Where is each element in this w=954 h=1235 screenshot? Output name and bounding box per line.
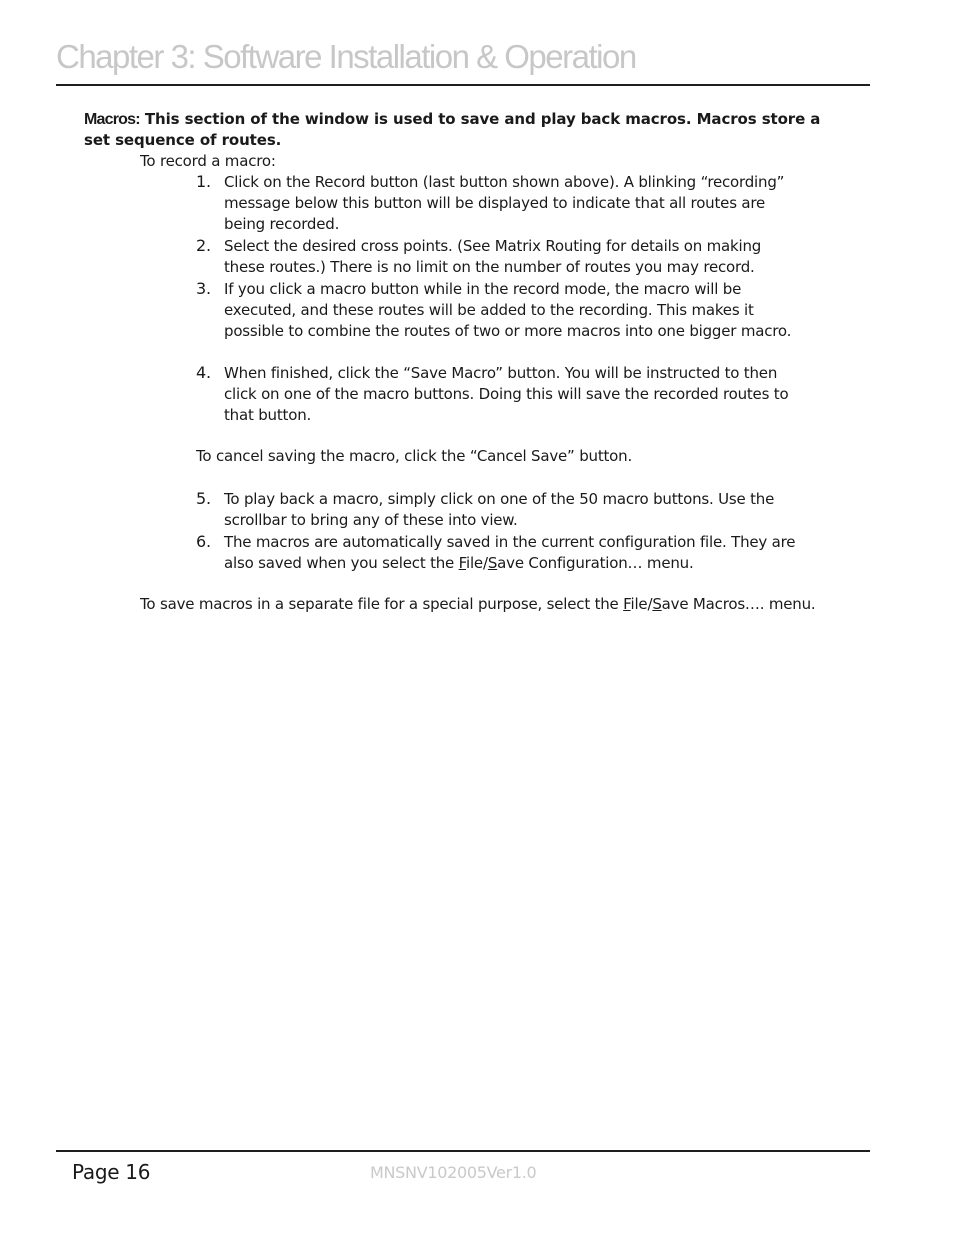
list-text: To play back a macro, simply click on one of the 50 macro buttons. Use the scrollbar to bring any of these into view. [224, 490, 775, 529]
cancel-note: To cancel saving the macro, click the “Cancel Save” button. [196, 447, 633, 465]
list-text: When finished, click the “Save Macro” button. You will be instructed to then click on one of the macro buttons. Doing this will save the recorded routes to that button. [224, 364, 789, 424]
record-intro: To record a macro: [140, 152, 276, 170]
list-number: 1. [196, 172, 211, 191]
menu-text: ave Macros…. menu. [661, 595, 816, 613]
section-lead-word: Macros: [84, 111, 140, 128]
closing-text: To save macros in a separate file for a special purpose, select the [140, 595, 624, 613]
list-number: 6. [196, 532, 211, 551]
list-item [196, 236, 806, 278]
list-item [196, 172, 806, 235]
menu-accelerator-f: F [458, 554, 466, 572]
list-item [196, 279, 806, 342]
menu-accelerator-f: F [623, 595, 631, 613]
menu-accelerator-s: S [652, 595, 662, 613]
menu-text: ave Configuration… menu. [497, 554, 694, 572]
list-item [196, 489, 806, 531]
document-id: MNSNV102005Ver1.0 [370, 1163, 537, 1182]
list-text: Select the desired cross points. (See Matrix Routing for details on making these routes.) There is no limit on the number of routes you may record. [224, 237, 762, 276]
list-text: If you click a macro button while in the record mode, the macro will be executed, and these routes will be added to the recording. This makes it possible to combine the routes of two or more macros into one bigger macro. [224, 280, 792, 340]
section-intro-text: This section of the window is used to save and play back macros. Macros store a set sequence of routes. [84, 110, 821, 149]
list-text-part: The macros are automatically saved in the current configuration file. They are also saved when you select the [224, 533, 796, 572]
list-item [196, 532, 806, 574]
list-text [224, 532, 806, 574]
page-number: Page 16 [72, 1160, 151, 1184]
closing-paragraph [140, 594, 816, 615]
section-intro [84, 109, 844, 151]
footer-rule [56, 1150, 870, 1152]
chapter-title: Chapter 3: Software Installation & Operation [56, 38, 636, 75]
list-number: 3. [196, 279, 211, 298]
menu-accelerator-s: S [487, 554, 498, 572]
header-rule [56, 84, 870, 86]
list-number: 4. [196, 363, 211, 382]
list-number: 5. [196, 489, 211, 508]
menu-text: ile/ [466, 554, 488, 572]
list-item [196, 363, 806, 426]
list-number: 2. [196, 236, 211, 255]
menu-text: ile/ [630, 595, 653, 613]
list-text: Click on the Record button (last button shown above). A blinking “recording” message below this button will be displayed to indicate that all routes are being recorded. [224, 173, 785, 233]
